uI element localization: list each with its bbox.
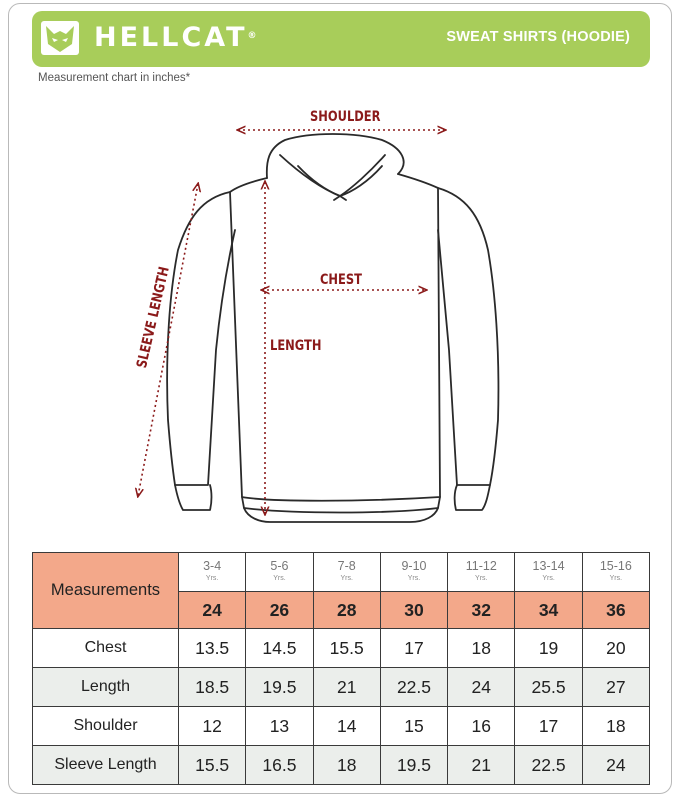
table-cell: 15.5: [179, 746, 246, 785]
age-range: 11-12: [465, 559, 497, 573]
brand-wordmark: HELLCAT: [94, 22, 248, 53]
age-unit: Yrs.: [273, 575, 286, 582]
row-label: Shoulder: [33, 707, 179, 746]
size-cell: 34: [515, 592, 582, 629]
table-cell: 24: [582, 746, 649, 785]
table-cell: 19.5: [246, 668, 313, 707]
age-unit: Yrs.: [340, 575, 353, 582]
age-range: 7-8: [337, 559, 356, 573]
age-row: [33, 553, 650, 592]
table-cell: 15.5: [313, 629, 380, 668]
age-cell: [380, 553, 447, 592]
table-cell: 13.5: [179, 629, 246, 668]
size-cell: 32: [448, 592, 515, 629]
table-cell: 27: [582, 668, 649, 707]
table-row-shoulder: [33, 707, 650, 746]
brand-name: [94, 21, 256, 55]
size-cell: 24: [179, 592, 246, 629]
chest-label: CHEST: [320, 272, 362, 288]
age-range: 3-4: [203, 559, 222, 573]
table-cell: 12: [179, 707, 246, 746]
size-chart-table: [32, 552, 650, 785]
table-cell: 21: [313, 668, 380, 707]
size-cell: 36: [582, 592, 649, 629]
table-cell: 13: [246, 707, 313, 746]
table-cell: 17: [380, 629, 447, 668]
table-cell: 14.5: [246, 629, 313, 668]
age-cell: [582, 553, 649, 592]
row-label: Chest: [33, 629, 179, 668]
header-banner: [32, 11, 650, 67]
row-label: Length: [33, 668, 179, 707]
age-range: 13-14: [532, 559, 565, 573]
table-cell: 22.5: [380, 668, 447, 707]
size-cell: 28: [313, 592, 380, 629]
length-label: LENGTH: [270, 338, 322, 354]
size-cell: 26: [246, 592, 313, 629]
table-cell: 20: [582, 629, 649, 668]
table-cell: 18: [582, 707, 649, 746]
table-cell: 25.5: [515, 668, 582, 707]
hoodie-diagram: [120, 100, 560, 525]
age-range: 9-10: [401, 559, 427, 573]
table-cell: 18: [448, 629, 515, 668]
table-cell: 17: [515, 707, 582, 746]
age-unit: Yrs.: [407, 575, 421, 582]
shoulder-label: SHOULDER: [310, 109, 381, 125]
table-cell: 16.5: [246, 746, 313, 785]
sleeve-length-label: SLEEVE LENGTH: [134, 265, 173, 370]
table-cell: 19: [515, 629, 582, 668]
hoodie-illustration: [120, 100, 560, 525]
age-cell: [313, 553, 380, 592]
measurement-note: Measurement chart in inches*: [38, 72, 191, 84]
registered-mark: ®: [247, 31, 257, 41]
hellcat-logo-icon: [40, 18, 80, 58]
table-cell: 24: [448, 668, 515, 707]
product-title: SWEAT SHIRTS (HOODIE): [446, 29, 630, 45]
age-range: 5-6: [270, 559, 289, 573]
table-cell: 19.5: [380, 746, 447, 785]
age-cell: [246, 553, 313, 592]
age-unit: Yrs.: [542, 575, 555, 582]
table-cell: 18: [313, 746, 380, 785]
table-cell: 14: [313, 707, 380, 746]
age-cell: [179, 553, 246, 592]
table-cell: 16: [448, 707, 515, 746]
age-unit: Yrs.: [475, 575, 488, 582]
measurements-header: Measurements: [33, 553, 179, 629]
age-cell: [515, 553, 582, 592]
table-row-length: [33, 668, 650, 707]
age-cell: [448, 553, 515, 592]
table-cell: 18.5: [179, 668, 246, 707]
age-range: 15-16: [599, 559, 632, 573]
age-unit: Yrs.: [205, 575, 219, 582]
table-cell: 21: [448, 746, 515, 785]
table-cell: 15: [380, 707, 447, 746]
table-row-sleeve-length: [33, 746, 650, 785]
age-unit: Yrs.: [609, 575, 623, 582]
size-cell: 30: [380, 592, 447, 629]
table-cell: 22.5: [515, 746, 582, 785]
table-row-chest: [33, 629, 650, 668]
row-label: Sleeve Length: [33, 746, 179, 785]
